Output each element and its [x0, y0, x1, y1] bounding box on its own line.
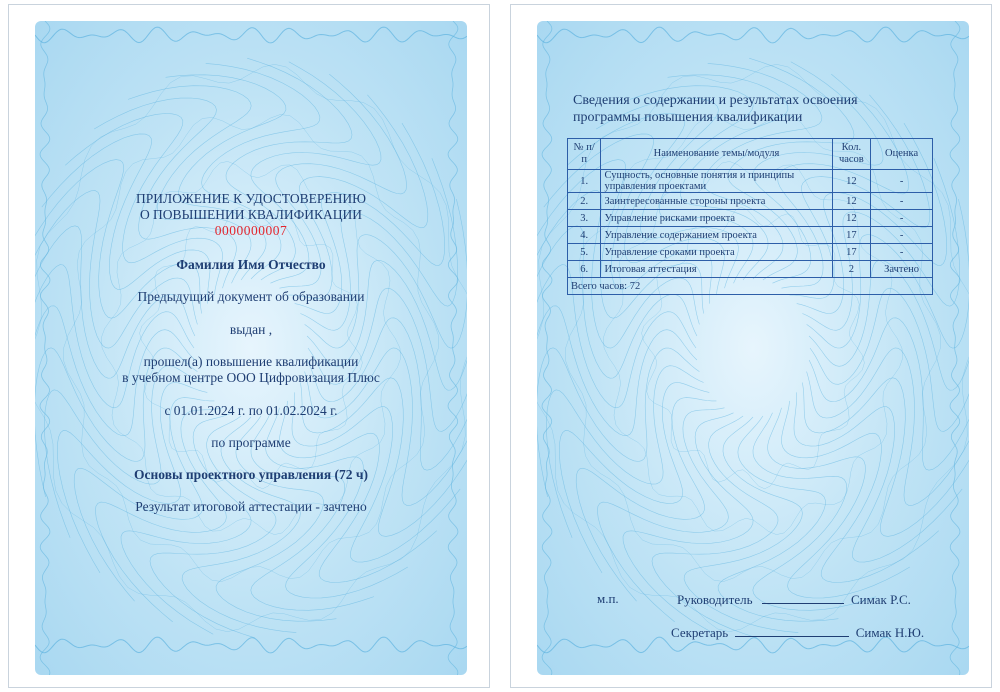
issued-text: выдан , [229, 322, 273, 337]
full-name: Фамилия Имя Отчество [176, 257, 326, 272]
row-grade: - [871, 244, 933, 261]
header-number: № п/п [568, 139, 601, 170]
table-row [568, 170, 933, 193]
attestation-result: Результат итоговой аттестации - зачтено [135, 499, 367, 514]
header-grade: Оценка [871, 139, 933, 170]
secretary-signature-row [671, 624, 924, 641]
contents-title-line-2: программы повышения квалификации [573, 110, 803, 125]
row-module-name: Управление сроками проекта [601, 244, 832, 261]
row-grade: - [871, 170, 933, 193]
certificate-sheet-left [35, 21, 467, 675]
heading-line-2: О ПОВЫШЕНИИ КВАЛИФИКАЦИИ [139, 207, 363, 222]
left-page [8, 4, 490, 688]
row-grade: - [871, 193, 933, 210]
passed-line-2: в учебном центре ООО Цифровизация Плюс [122, 370, 380, 385]
table-row [568, 210, 933, 227]
right-page [510, 4, 992, 688]
row-module-name: Сущность, основные понятия и принципы управления проектами [601, 170, 832, 193]
row-number: 1. [568, 170, 601, 193]
row-grade: - [871, 210, 933, 227]
previous-document: Предыдущий документ об образовании [137, 289, 365, 304]
contents-title [573, 92, 953, 126]
head-signature-row [677, 591, 911, 608]
table-total-row [568, 278, 933, 295]
row-number: 6. [568, 261, 601, 278]
row-grade: - [871, 227, 933, 244]
training-period: с 01.01.2024 г. по 01.02.2024 г. [164, 403, 338, 418]
secretary-signature-line [735, 624, 849, 637]
row-hours: 2 [832, 261, 871, 278]
certificate-sheet-right [537, 21, 969, 675]
table-row [568, 261, 933, 278]
row-module-name: Итоговая аттестация [601, 261, 832, 278]
row-hours: 17 [832, 227, 871, 244]
table-header-row [568, 139, 933, 170]
modules-table [567, 138, 933, 295]
head-name: Симак Р.С. [851, 592, 911, 607]
row-hours: 12 [832, 170, 871, 193]
program-name: Основы проектного управления (72 ч) [134, 467, 368, 482]
header-module-name: Наименование темы/модуля [601, 139, 832, 170]
passed-line-1: прошел(а) повышение квалификации [143, 354, 359, 369]
row-hours: 12 [832, 210, 871, 227]
total-hours: Всего часов: 72 [568, 278, 933, 295]
row-module-name: Управление рисками проекта [601, 210, 832, 227]
row-module-name: Управление содержанием проекта [601, 227, 832, 244]
table-row [568, 193, 933, 210]
row-number: 2. [568, 193, 601, 210]
secretary-label: Секретарь [671, 625, 729, 640]
contents-title-line-1: Сведения о содержании и результатах освоения [573, 93, 858, 108]
row-hours: 17 [832, 244, 871, 261]
row-number: 3. [568, 210, 601, 227]
row-number: 4. [568, 227, 601, 244]
heading-line-1: ПРИЛОЖЕНИЕ К УДОСТОВЕРЕНИЮ [136, 191, 366, 206]
table-row [568, 244, 933, 261]
row-grade: Зачтено [871, 261, 933, 278]
row-module-name: Заинтересованные стороны проекта [601, 193, 832, 210]
row-number: 5. [568, 244, 601, 261]
head-signature-line [762, 591, 844, 604]
header-hours: Кол. часов [832, 139, 871, 170]
secretary-name: Симак Н.Ю. [855, 625, 925, 640]
certificate-number: 0000000007 [214, 223, 288, 238]
by-program-label: по программе [211, 435, 291, 450]
row-hours: 12 [832, 193, 871, 210]
table-row [568, 227, 933, 244]
stamp-place-label: м.п. [597, 591, 619, 606]
head-label: Руководитель [677, 592, 753, 607]
